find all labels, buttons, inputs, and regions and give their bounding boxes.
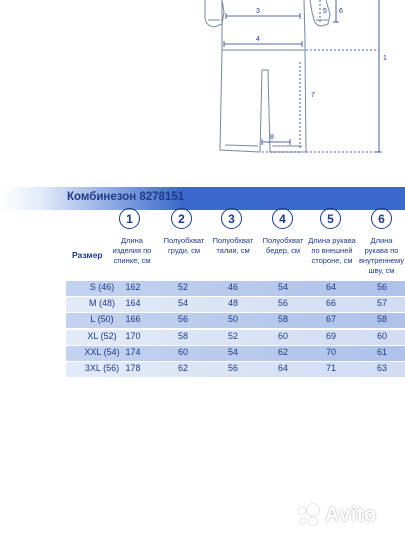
table-title: Комбинезон 8278151: [67, 191, 185, 203]
table-row: [66, 362, 405, 377]
avito-logo-icon: [295, 502, 321, 528]
column-number-6: 6: [371, 208, 392, 229]
value-cell: 46: [227, 282, 238, 292]
value-cell: 164: [125, 298, 141, 308]
value-cell: 56: [227, 363, 238, 373]
avito-watermark: [295, 500, 395, 530]
column-header-6: Длина рукава по внутреннему шву, см: [358, 236, 405, 275]
table-row: [66, 313, 405, 328]
value-cell: 166: [125, 314, 141, 324]
column-header-3: Полуобхват талии, см: [212, 236, 254, 255]
size-column-header: Размер: [72, 250, 103, 260]
value-cell: 63: [376, 363, 387, 373]
column-number-1: 1: [119, 208, 140, 229]
value-cell: 58: [277, 314, 288, 324]
value-cell: 56: [177, 314, 188, 324]
value-cell: 61: [376, 347, 387, 357]
size-cell: S (46): [89, 282, 115, 292]
value-cell: 64: [325, 282, 336, 292]
value-cell: 64: [277, 363, 288, 373]
value-cell: 67: [325, 314, 336, 324]
dim-label-5: 5: [323, 8, 327, 15]
value-cell: 70: [325, 347, 336, 357]
value-cell: 56: [277, 298, 288, 308]
value-cell: 50: [227, 314, 238, 324]
dim-label-6: 6: [339, 8, 343, 15]
dim-label-8: 8: [270, 134, 274, 141]
column-number-2: 2: [171, 208, 192, 229]
value-cell: 62: [277, 347, 288, 357]
value-cell: 162: [125, 282, 141, 292]
size-cell: XL (52): [87, 331, 117, 341]
table-row: [66, 281, 405, 296]
value-cell: 71: [325, 363, 336, 373]
column-number-5: 5: [320, 208, 341, 229]
column-header-2: Полуобхват груди, см: [163, 236, 205, 255]
size-cell: 3XL (56): [84, 363, 120, 373]
garment-measurement-diagram: [0, 0, 405, 175]
value-cell: 178: [125, 363, 141, 373]
value-cell: 58: [376, 314, 387, 324]
value-cell: 60: [177, 347, 188, 357]
dim-label-1: 1: [383, 55, 387, 62]
size-cell: M (48): [88, 298, 115, 308]
table-title-banner: [0, 187, 405, 210]
column-header-5: Длина рукава по внешней стороне, см: [308, 236, 356, 265]
value-cell: 174: [125, 347, 141, 357]
value-cell: 58: [177, 331, 188, 341]
column-number-3: 3: [221, 208, 242, 229]
value-cell: 62: [177, 363, 188, 373]
value-cell: 57: [376, 298, 387, 308]
value-cell: 66: [325, 298, 336, 308]
table-row: [66, 330, 405, 345]
value-cell: 54: [177, 298, 188, 308]
value-cell: 69: [325, 331, 336, 341]
table-row: [66, 346, 405, 361]
dim-label-4: 4: [256, 36, 260, 43]
column-number-4: 4: [272, 208, 293, 229]
value-cell: 170: [125, 331, 141, 341]
value-cell: 54: [277, 282, 288, 292]
dim-label-7: 7: [311, 92, 315, 99]
size-cell: L (50): [90, 314, 114, 324]
table-row: [66, 297, 405, 312]
value-cell: 60: [277, 331, 288, 341]
value-cell: 60: [376, 331, 387, 341]
value-cell: 54: [227, 347, 238, 357]
value-cell: 56: [376, 282, 387, 292]
size-cell: XXL (54): [84, 347, 120, 357]
column-header-1: Длина изделия по спинке, см: [112, 236, 152, 265]
dim-label-3: 3: [256, 8, 260, 15]
watermark-text: Avito: [325, 503, 377, 526]
value-cell: 52: [227, 331, 238, 341]
value-cell: 48: [227, 298, 238, 308]
column-header-4: Полуобхват бедер, см: [262, 236, 304, 255]
value-cell: 52: [177, 282, 188, 292]
